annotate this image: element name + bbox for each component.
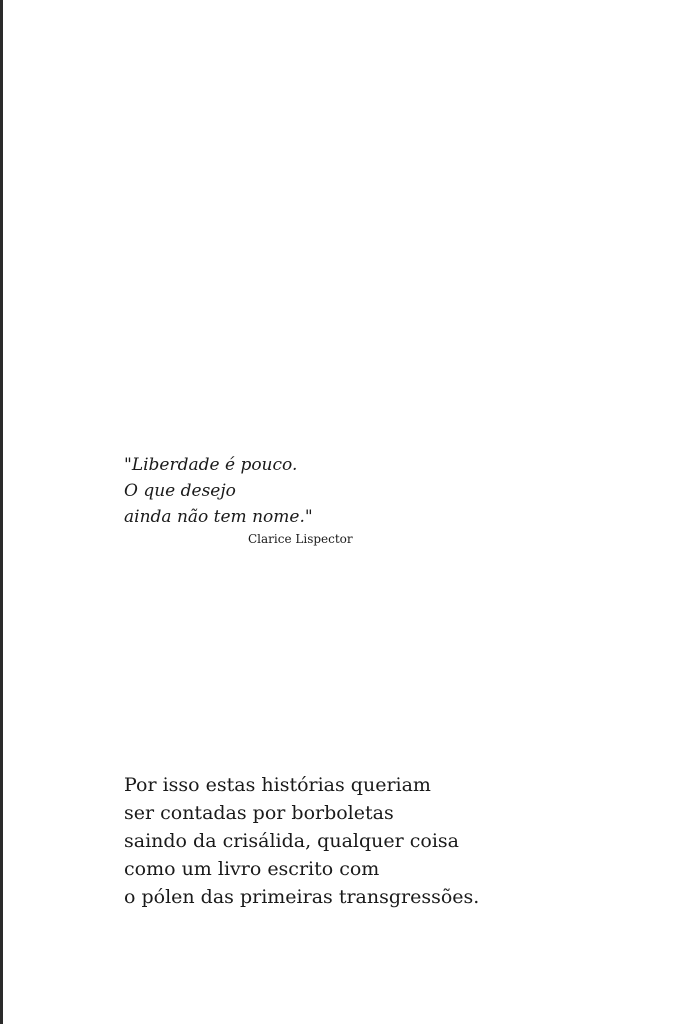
body-paragraph: [124, 771, 544, 911]
body-line: o pólen das primeiras transgressões.: [124, 886, 480, 908]
epigraph-line: ainda não tem nome.": [124, 507, 313, 527]
body-line: saindo da crisálida, qualquer coisa: [124, 830, 459, 852]
page-left-edge: [0, 0, 3, 1024]
epigraph-author: Clarice Lispector: [248, 532, 353, 546]
body-line: como um livro escrito com: [124, 858, 380, 880]
epigraph-line: "Liberdade é pouco.: [124, 455, 298, 475]
epigraph: [124, 452, 444, 547]
epigraph-line: O que desejo: [124, 481, 236, 501]
body-line: Por isso estas histórias queriam: [124, 774, 431, 796]
body-line: ser contadas por borboletas: [124, 802, 394, 824]
